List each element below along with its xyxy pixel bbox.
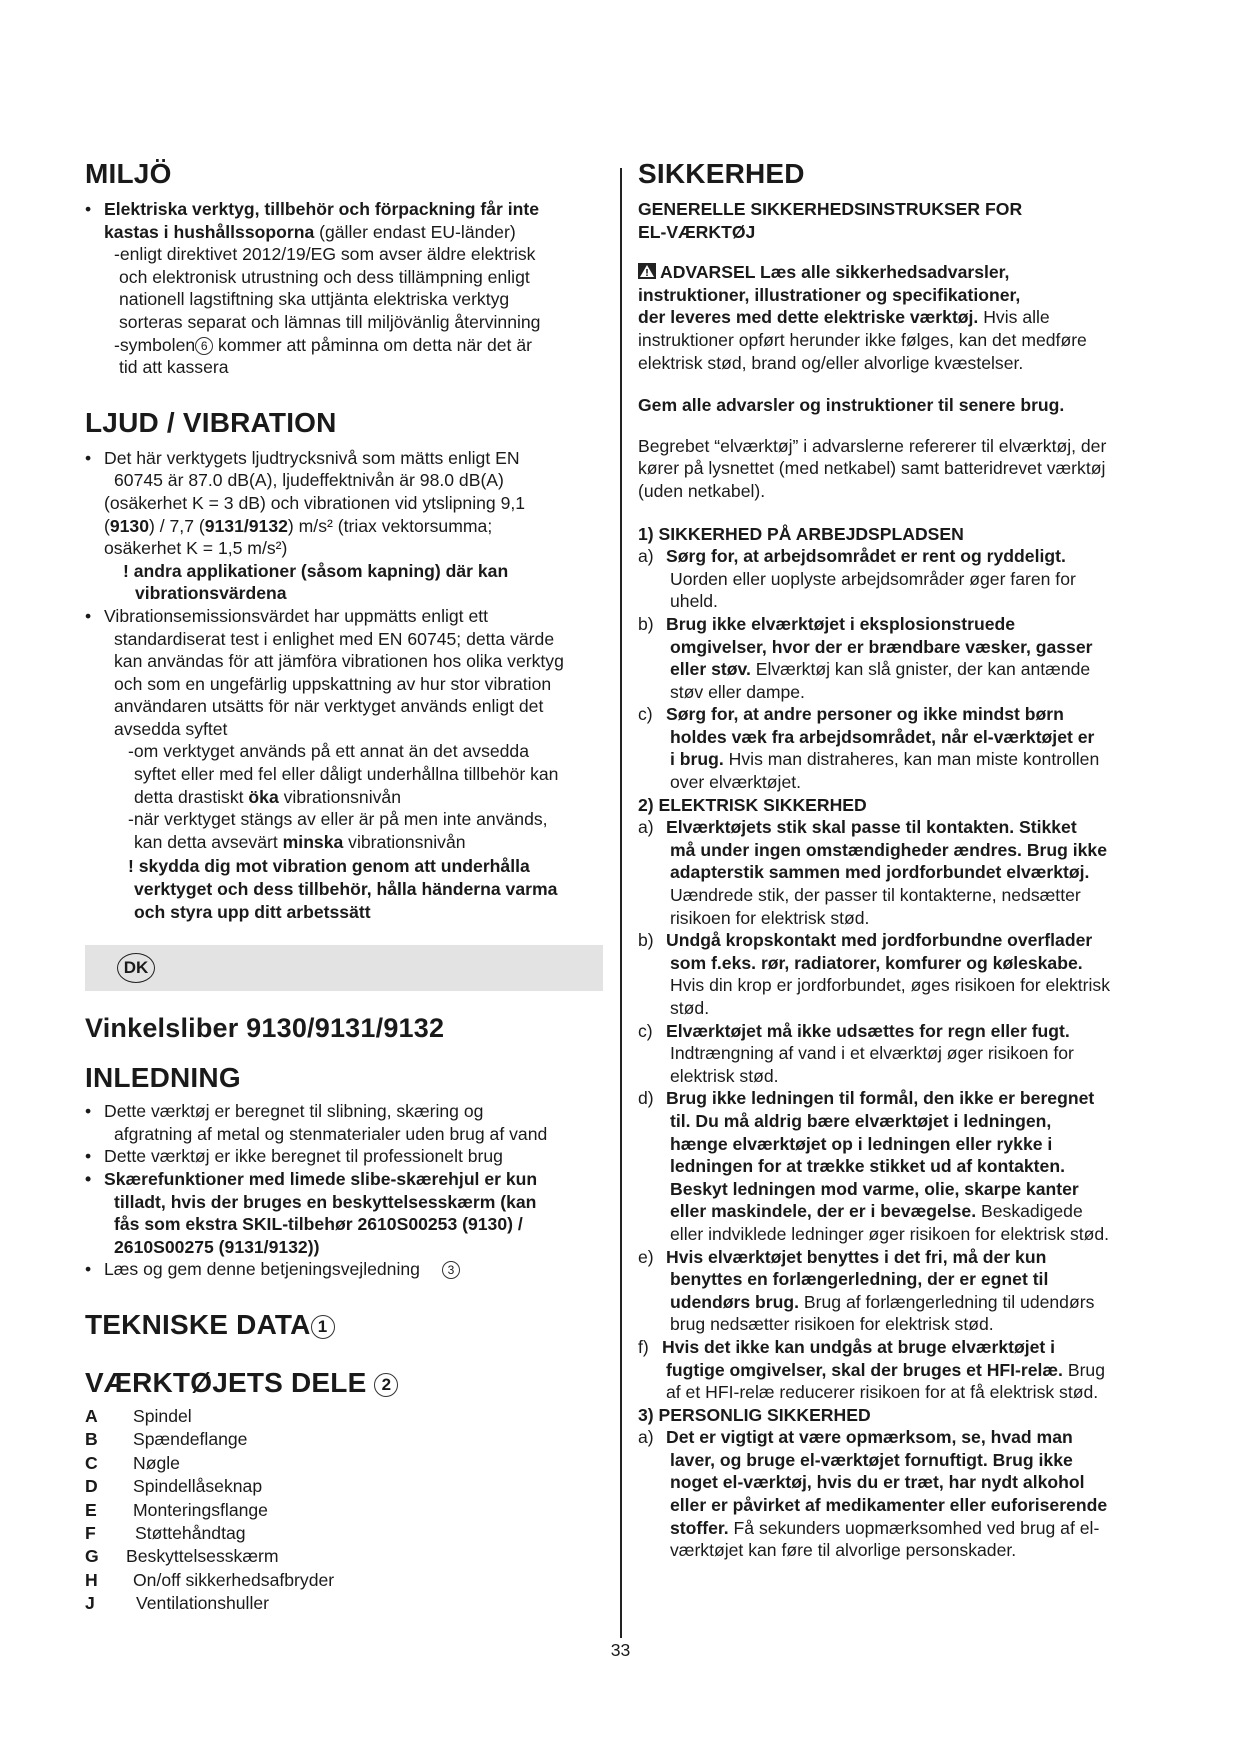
text: -symbolen: [114, 334, 196, 355]
text: Brug: [1062, 1359, 1106, 1380]
part-label: Monteringsflange: [133, 1499, 268, 1520]
text-line: [104, 515, 607, 538]
bullet-icon: •: [85, 447, 92, 468]
text-line: [128, 831, 607, 854]
list-item: [85, 1145, 607, 1168]
text: Elværktøj kan slå gnister, der kan antænde: [750, 659, 1091, 680]
text-line: (uden netkabel).: [638, 480, 766, 501]
inledning-list: [85, 1100, 607, 1281]
part-key: J: [85, 1593, 95, 1614]
part-label: Beskyttelsesskærm: [126, 1546, 279, 1567]
part-key: H: [85, 1569, 98, 1590]
text-line: Brug ikke ledningen til formål, den ikke er beregnet: [666, 1088, 1095, 1109]
text-line: ! andra applikationer (såsom kapning) där kan: [123, 560, 509, 581]
part-key: A: [85, 1405, 98, 1426]
text: ) / 7,7 (: [149, 515, 205, 536]
text-line: værktøjet kan føre til alvorlige personskader.: [670, 1540, 1017, 1561]
text-line: syftet eller med fel eller dåligt underhållna tillbehör kan: [134, 764, 559, 785]
text-line: Undgå kropskontakt med jordforbundne overflader: [666, 930, 1093, 951]
text-line: omgivelser, hvor der er brændbare væsker, gasser: [670, 636, 1093, 657]
text-line: eller er påvirket af medikamenter eller euforiserende: [670, 1495, 1108, 1516]
parts-list: [85, 1405, 607, 1616]
text-line: Elværktøjets stik skal passe til kontakten. Stikket: [666, 817, 1077, 838]
item-label: c): [638, 1020, 653, 1041]
text: Brug af forlængerledning til udendørs: [799, 1291, 1095, 1312]
text-line: adapterstik sammen med jordforbundet elværktøj.: [670, 862, 1090, 883]
text-line: [666, 1359, 1158, 1382]
part-key: B: [85, 1429, 98, 1450]
item-label: a): [638, 1427, 654, 1448]
text-line: [666, 748, 1158, 771]
part-label: Ventilationshuller: [136, 1593, 270, 1614]
text: (: [104, 515, 110, 536]
part-key: G: [85, 1546, 99, 1567]
text-line: Elektriska verktyg, tillbehör och förpackning får inte: [104, 199, 540, 219]
part-label: Støttehåndtag: [135, 1523, 246, 1543]
text-line: och som en ungefärlig uppskattning av hur stor vibration: [114, 673, 552, 694]
part-key: C: [85, 1452, 98, 1473]
text-line: standardiserat test i enlighet med EN 60745; detta värde: [114, 628, 555, 649]
text-line: Dette værktøj er beregnet til slibning, skæring og: [104, 1101, 484, 1122]
text: detta drastiskt: [134, 786, 249, 807]
list-item: [638, 929, 1158, 1019]
list-item: [85, 605, 607, 741]
text-line: kører på lysnettet (med netkabel) samt batteridrevet værktøj: [638, 458, 1106, 479]
warning-block: [638, 261, 1158, 374]
bold-text: 9130: [109, 515, 149, 536]
text-line: Uorden eller uoplyste arbejdsområder øger faren for: [670, 568, 1076, 589]
text-line: [114, 334, 607, 357]
list-item: [85, 1100, 607, 1145]
bullet-icon: •: [85, 199, 92, 219]
text-line: och elektronisk utrustning och dess tillämpning enligt: [119, 266, 530, 287]
part-key: D: [85, 1476, 98, 1497]
list-item: [85, 1168, 607, 1258]
list-item: [85, 447, 607, 560]
part-label: Nøgle: [133, 1452, 180, 1473]
text-line: til. Du må aldrig bære elværktøjet i ledningen,: [670, 1110, 1052, 1131]
circled-number: 2: [374, 1373, 398, 1397]
circled-number: 3: [442, 1261, 460, 1279]
text-line: Skærefunktioner med limede slibe-skærehjul er kun: [104, 1169, 538, 1189]
text-line: Det här verktygets ljudtrycksnivå som mätts enligt EN: [104, 447, 520, 468]
text-line: vibrationsvärdena: [135, 583, 287, 604]
text-line: ledningen for at trække stikket ud af kontakten.: [670, 1156, 1065, 1177]
text-line: brug nedsætter risikoen for elektrisk stød.: [670, 1314, 994, 1335]
text: kommer att påminna om detta när det är: [213, 334, 532, 355]
text: (gäller endast EU-länder): [314, 221, 516, 242]
text-line: afgratning af metal og stenmaterialer uden brug af vand: [114, 1123, 548, 1144]
text-line: benyttes en forlængerledning, der er egnet til: [670, 1269, 1049, 1290]
right-column: [638, 160, 1158, 1562]
text: TEKNISKE DATA: [85, 1308, 311, 1340]
section-title-inledning: INLEDNING: [85, 1062, 241, 1094]
text-line: Beskyt ledningen mod varme, olie, skarpe kanter: [670, 1178, 1079, 1199]
text-line: noget el-værktøj, hvis du er træt, har nydt alkohol: [670, 1472, 1085, 1493]
bold-text: udendørs brug.: [670, 1291, 800, 1312]
text-line: tid att kassera: [119, 357, 229, 378]
text-line: Sørg for, at arbejdsområdet er rent og ryddeligt.: [666, 546, 1066, 567]
part-label: On/off sikkerhedsafbryder: [133, 1569, 335, 1590]
text: Hvis alle: [978, 307, 1050, 328]
text-line: Indtrængning af vand i et elværktøj øger risikoen for: [670, 1043, 1074, 1064]
text-line: [638, 261, 1158, 284]
subtitle: GENERELLE SIKKERHEDSINSTRUKSER FOR: [638, 199, 1023, 219]
part-label: Spændeflange: [133, 1429, 248, 1450]
text-line: Dette værktøj er ikke beregnet til professionelt brug: [104, 1146, 503, 1167]
text: ADVARSEL Læs alle sikkerhedsadvarsler,: [660, 262, 1010, 283]
text-line: [666, 1291, 1158, 1314]
list-item: [85, 1258, 607, 1281]
section-title-tekniske: [85, 1308, 607, 1340]
bullet-icon: •: [85, 1259, 92, 1280]
bullet-icon: •: [85, 1101, 92, 1122]
bold-text: stoffer.: [670, 1517, 729, 1538]
text-line: tilladt, hvis der bruges en beskyttelsesskærm (kan: [114, 1191, 537, 1212]
left-column: [85, 160, 607, 1616]
text: Få sekunders uopmærksomhed ved brug af el-: [728, 1517, 1100, 1538]
vibration-details: [85, 740, 607, 923]
item-label: b): [638, 613, 654, 634]
bold-text: minska: [282, 831, 344, 852]
text-line: osäkerhet K = 1,5 m/s²): [104, 538, 288, 559]
text-line: [104, 221, 607, 244]
text-line: fås som ekstra SKIL-tilbehør 2610S00253 (9130) /: [114, 1214, 523, 1235]
column-divider: [620, 168, 622, 1638]
definition-paragraph: [638, 435, 1158, 503]
text-line: Hvis det ikke kan undgås at bruge elværktøjet i: [662, 1336, 1056, 1357]
bullet-icon: •: [85, 1169, 92, 1189]
text-line: uheld.: [670, 591, 718, 612]
item-label: b): [638, 930, 654, 951]
text-line: Sørg for, at andre personer og ikke mindst børn: [666, 704, 1064, 725]
item-label: d): [638, 1088, 654, 1109]
list-item: [638, 1020, 1158, 1088]
text-line: risikoen for elektrisk stød.: [670, 907, 870, 928]
text-line: af et HFI-relæ reducerer risikoen for at få elektrisk stød.: [666, 1382, 1099, 1403]
text-line: kan användas för att jämföra vibrationen hos olika verktyg: [114, 651, 564, 672]
bold-text: öka: [248, 786, 279, 807]
text-line: [666, 658, 1158, 681]
text-line: [104, 1258, 607, 1281]
list-item: [638, 545, 1158, 613]
text: Beskadigede: [976, 1201, 1083, 1222]
section-title-ljud: LJUD / VIBRATION: [85, 406, 337, 438]
section-heading: 1) SIKKERHED PÅ ARBEJDSPLADSEN: [638, 523, 964, 544]
bold-text: kastas i hushållssoporna: [104, 221, 315, 242]
text-line: Hvis elværktøjet benyttes i det fri, må der kun: [666, 1246, 1047, 1267]
text-line: Det er vigtigt at være opmærksom, se, hvad man: [666, 1427, 1073, 1448]
text-line: som f.eks. rør, radiatorer, komfurer og køleskabe.: [670, 952, 1083, 973]
text-line: (osäkerhet K = 3 dB) och vibrationen vid ytslipning 9,1: [104, 492, 526, 513]
text-line: -när verktyget stängs av eller är på men inte används,: [128, 809, 548, 830]
circled-number: 6: [195, 337, 213, 355]
part-label: Spindel: [133, 1405, 192, 1426]
text-line: Hvis din krop er jordforbundet, øges risikoen for elektrisk: [670, 975, 1111, 996]
bullet-icon: •: [85, 605, 92, 626]
ljud-list: [85, 447, 607, 560]
text-line: Uændrede stik, der passer til kontakterne, nedsætter: [670, 885, 1081, 906]
text-line: holdes væk fra arbejdsområdet, når el-værktøjet er: [670, 726, 1095, 747]
text-line: ! skydda dig mot vibration genom att underhålla: [128, 856, 530, 877]
language-bar: [85, 945, 603, 991]
list-item: [638, 613, 1158, 703]
item-label: c): [638, 704, 653, 725]
subtitle: EL-VÆRKTØJ: [638, 221, 756, 242]
item-label: a): [638, 817, 654, 838]
language-badge: DK: [117, 953, 155, 983]
text-line: -om verktyget används på ett annat än det avsedda: [128, 741, 530, 762]
ljud-list-2: [85, 605, 607, 741]
list-item: [638, 816, 1158, 929]
text-line: [666, 1517, 1158, 1540]
text-line: må under ingen omstændigheder ændres. Brug ikke: [670, 839, 1107, 860]
text-line: elektrisk stød, brand og/eller alvorlige kvæstelser.: [638, 352, 1024, 373]
warning-note: [85, 560, 607, 605]
warning-triangle-icon: [638, 263, 656, 279]
text-line: [666, 1200, 1158, 1223]
text-line: [128, 786, 607, 809]
text-line: [638, 306, 1158, 329]
text: Hvis man distraheres, kan man miste kontrollen: [723, 749, 1100, 770]
list-item: [638, 1426, 1158, 1562]
text-line: -enligt direktivet 2012/19/EG som avser äldre elektrisk: [114, 244, 536, 265]
bold-text: i brug.: [670, 749, 724, 770]
product-title: Vinkelsliber 9130/9131/9132: [85, 1013, 445, 1044]
item-label: a): [638, 546, 654, 567]
text-line: 2610S00275 (9131/9132)): [114, 1236, 320, 1257]
text-line: elektrisk stød.: [670, 1065, 779, 1086]
text-line: Elværktøjet må ikke udsættes for regn eller fugt.: [666, 1020, 1070, 1041]
section-title-miljo: MILJÖ: [85, 158, 172, 189]
item-label: e): [638, 1246, 654, 1267]
section-heading: 3) PERSONLIG SIKKERHED: [638, 1404, 871, 1425]
part-key: F: [85, 1523, 96, 1543]
text-line: och styra upp ditt arbetssätt: [134, 901, 371, 922]
text-line: eller indviklede ledninger øger risikoen for elektrisk stød.: [670, 1223, 1110, 1244]
list-item: [638, 703, 1158, 793]
text-line: Vibrationsemissionsvärdet har uppmätts enligt ett: [104, 605, 489, 626]
bold-text: eller maskindele, der er i bevægelse.: [670, 1201, 977, 1222]
list-item: [638, 1087, 1158, 1245]
text-line: nationell lagstiftning ska uttjänta elektriska verktyg: [119, 289, 510, 310]
miljo-details: [85, 243, 607, 379]
save-instructions: Gem alle advarsler og instruktioner til senere brug.: [638, 395, 1065, 416]
text-line: användaren utsätts för när verktyget används enligt det: [114, 696, 544, 717]
item-label: f): [638, 1336, 649, 1357]
circled-number: 1: [311, 1315, 335, 1339]
text-line: verktyget och dess tillbehör, hålla händerna varma: [134, 879, 558, 900]
bold-text: 9131/9132: [204, 515, 288, 536]
bullet-icon: •: [85, 1146, 92, 1167]
text-line: sorteras separat och lämnas till miljövänlig återvinning: [119, 311, 541, 332]
text-line: avsedda syftet: [114, 718, 228, 739]
bold-text: der leveres med dette elektriske værktøj.: [638, 307, 979, 328]
text-line: Brug ikke elværktøjet i eksplosionstruede: [666, 613, 1016, 634]
page-number: 33: [610, 1640, 631, 1660]
text: kan detta avsevärt: [134, 831, 283, 852]
text-line: 60745 är 87.0 dB(A), ljudeffektnivån är 98.0 dB(A): [114, 470, 504, 491]
text: vibrationsnivån: [278, 786, 401, 807]
text-line: instruktioner opført herunder ikke følges, kan det medføre: [638, 329, 1087, 350]
text: VÆRKTØJETS DELE: [85, 1366, 367, 1398]
list-item: [85, 198, 607, 243]
text-line: Begrebet “elværktøj” i advarslerne refererer til elværktøj, der: [638, 435, 1107, 456]
text: ) m/s² (triax vektorsumma;: [287, 515, 493, 536]
text: Læs og gem denne betjeningsvejledning: [104, 1259, 420, 1280]
text: vibrationsnivån: [343, 831, 466, 852]
text-line: instruktioner, illustrationer og specifikationer,: [638, 284, 1021, 305]
text-line: over elværktøjet.: [670, 772, 802, 793]
miljo-list: [85, 198, 607, 243]
list-item: [638, 1336, 1158, 1404]
list-item: [638, 1246, 1158, 1336]
text-line: støv eller dampe.: [670, 681, 805, 702]
bold-text: eller støv.: [670, 659, 751, 680]
text-line: hænge elværktøjet op i ledningen eller rykke i: [670, 1133, 1053, 1154]
text-line: laver, og bruge el-værktøjet fornuftigt. Brug ikke: [670, 1449, 1073, 1470]
section-heading: 2) ELEKTRISK SIKKERHED: [638, 794, 867, 815]
bold-text: fugtige omgivelser, skal der bruges et HFI-relæ.: [666, 1359, 1063, 1380]
section-title-dele: [85, 1366, 607, 1398]
text-line: stød.: [670, 998, 710, 1018]
section-title-sikkerhed: SIKKERHED: [638, 158, 805, 189]
part-label: Spindellåseknap: [133, 1476, 263, 1497]
part-key: E: [85, 1499, 97, 1520]
